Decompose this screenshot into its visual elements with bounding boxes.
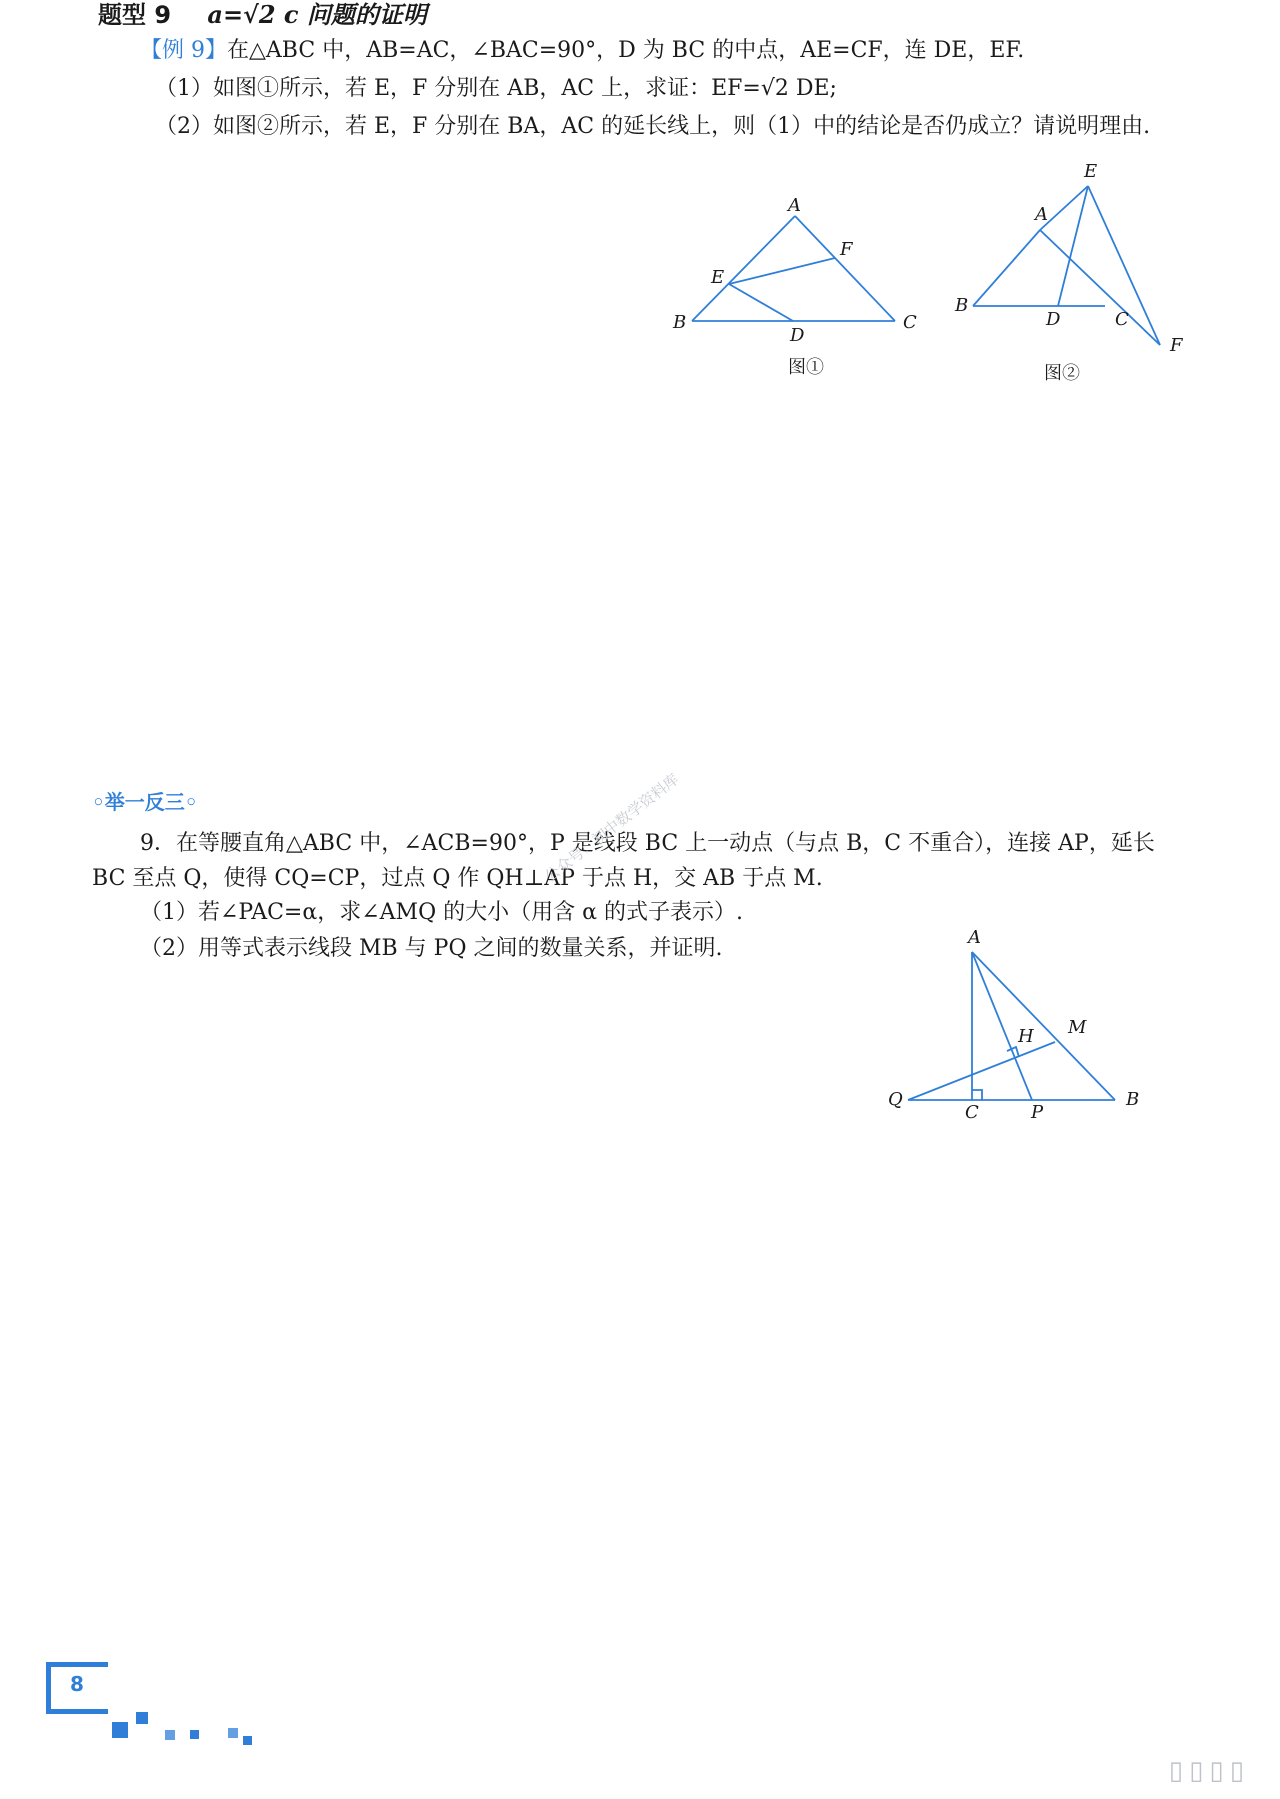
fig3-label-B: B xyxy=(1126,1089,1140,1110)
fig3-label-A: A xyxy=(968,927,981,948)
watermark: 公众号：初中数学资料库 xyxy=(541,769,683,886)
section-formula: a=√2 c 问题的证明 xyxy=(207,0,427,29)
fig2-label-A: A xyxy=(1035,204,1048,225)
fig1-label-B: B xyxy=(673,312,687,333)
fig1-label-D: D xyxy=(790,325,805,346)
fig3-label-C: C xyxy=(965,1102,979,1123)
fig2-label-B: B xyxy=(955,295,969,316)
fig1-label-E: E xyxy=(711,267,725,288)
corner-toolbar-icon[interactable]: ▯▯▯▯ xyxy=(1168,1756,1250,1786)
section-title xyxy=(98,0,427,30)
fig3-label-M: M xyxy=(1068,1017,1087,1038)
figure2-diagram xyxy=(960,170,1180,350)
fig1-label-A: A xyxy=(788,195,801,216)
practice-line1: 9．在等腰直角△ABC 中，∠ACB=90°，P 是线段 BC 上一动点（与点 B，C 不重合），连接 AP，延长 xyxy=(140,831,1155,856)
practice-header: ◦举一反三◦ xyxy=(92,790,198,814)
fig3-label-P: P xyxy=(1031,1102,1044,1123)
example-statement-line xyxy=(140,36,1024,66)
decor-square xyxy=(136,1712,148,1724)
decor-square xyxy=(243,1736,252,1745)
page-number: 8 xyxy=(70,1672,84,1696)
decor-square xyxy=(165,1730,175,1740)
example-part1: （1）如图①所示，若 E，F 分别在 AB，AC 上，求证：EF=√2 DE; xyxy=(155,76,837,101)
fig2-label-E: E xyxy=(1084,161,1098,182)
fig2-label-C: C xyxy=(1115,309,1129,330)
section-number: 题型 9 xyxy=(98,1,172,29)
decor-square xyxy=(228,1728,238,1738)
example-tag: 【例 9】 xyxy=(140,38,227,63)
figure1-caption: 图① xyxy=(788,357,824,378)
fig2-label-D: D xyxy=(1046,309,1061,330)
fig3-label-Q: Q xyxy=(888,1089,903,1110)
fig2-label-F: F xyxy=(1170,335,1183,356)
figure3-diagram xyxy=(880,927,1140,1110)
example-statement: 在△ABC 中，AB=AC，∠BAC=90°，D 为 BC 的中点，AE=CF，连 DE，EF. xyxy=(227,38,1025,63)
decor-square xyxy=(190,1730,199,1739)
fig1-label-C: C xyxy=(903,312,917,333)
example-part2: （2）如图②所示，若 E，F 分别在 BA，AC 的延长线上，则（1）中的结论是否仍成立？请说明理由. xyxy=(155,114,1151,139)
decor-square xyxy=(112,1722,128,1738)
figure2-caption: 图② xyxy=(1044,363,1080,384)
practice-part2: （2）用等式表示线段 MB 与 PQ 之间的数量关系，并证明. xyxy=(140,936,723,961)
practice-line2: BC 至点 Q，使得 CQ=CP，过点 Q 作 QH⊥AP 于点 H，交 AB 于点 M. xyxy=(92,866,823,891)
practice-part1: （1）若∠PAC=α，求∠AMQ 的大小（用含 α 的式子表示）. xyxy=(140,900,743,925)
fig3-label-H: H xyxy=(1018,1026,1034,1047)
fig1-label-F: F xyxy=(840,239,853,260)
